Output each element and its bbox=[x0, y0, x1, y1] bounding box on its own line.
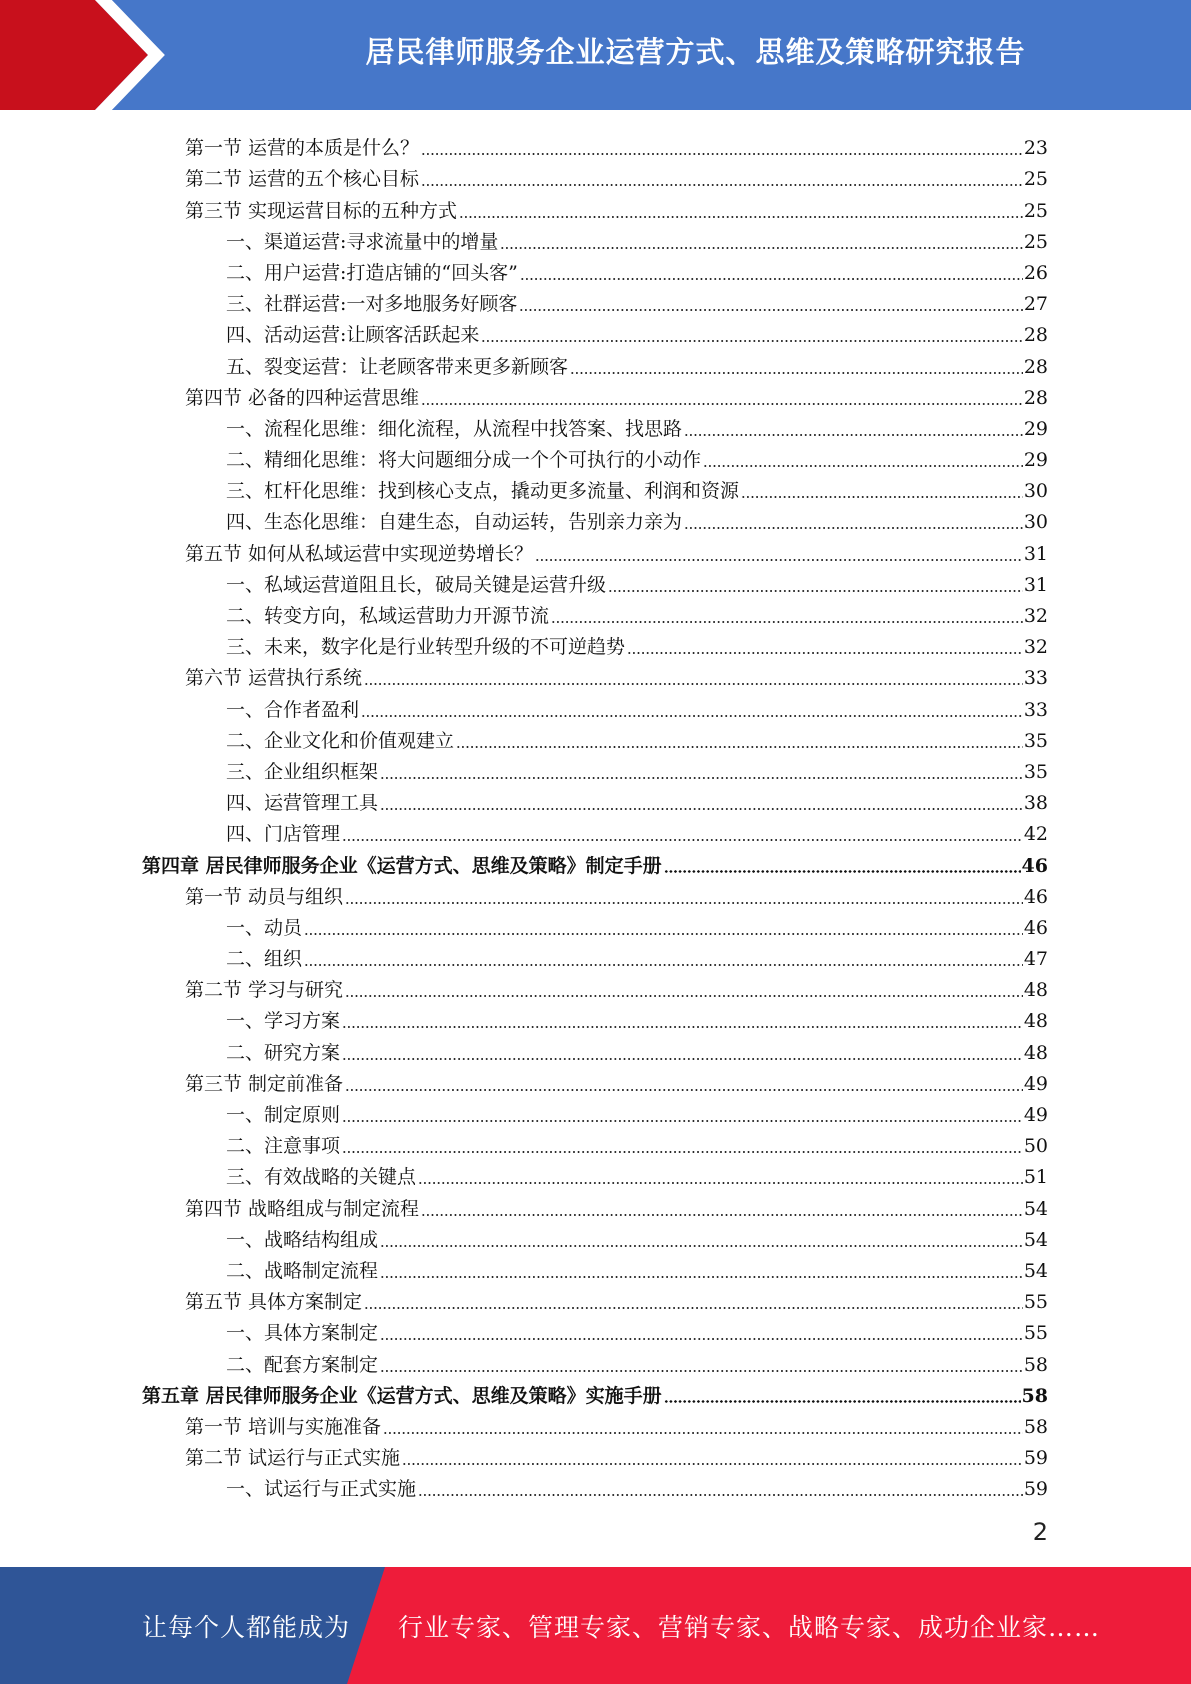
toc-entry-label: 二、用户运营:打造店铺的“回头客” bbox=[226, 261, 518, 284]
toc-section-entry[interactable] bbox=[0, 1282, 1191, 1313]
toc-entry-page: 31 bbox=[1023, 542, 1048, 565]
toc-entry-page: 46 bbox=[1023, 916, 1048, 939]
toc-entry-label: 二、配套方案制定 bbox=[226, 1353, 379, 1376]
toc-dot-leader bbox=[418, 1182, 1023, 1184]
toc-dot-leader bbox=[684, 434, 1023, 436]
toc-entry-label: 第二节 运营的五个核心目标 bbox=[185, 168, 420, 191]
toc-entry-page: 29 bbox=[1023, 449, 1048, 472]
toc-dot-leader bbox=[342, 1120, 1023, 1122]
toc-entry-label: 二、组织 bbox=[226, 948, 303, 971]
toc-dot-leader bbox=[421, 184, 1023, 186]
toc-section-entry[interactable] bbox=[0, 1188, 1191, 1219]
toc-dot-leader bbox=[459, 216, 1023, 218]
toc-subsection-entry[interactable] bbox=[0, 222, 1191, 253]
report-title: 居民律师服务企业运营方式、思维及策略研究报告 bbox=[365, 34, 1026, 69]
toc-chapter-entry[interactable] bbox=[0, 1376, 1191, 1407]
toc-subsection-entry[interactable] bbox=[0, 783, 1191, 814]
toc-entry-page: 25 bbox=[1023, 230, 1048, 253]
toc-section-entry[interactable] bbox=[0, 190, 1191, 221]
toc-dot-leader bbox=[741, 496, 1023, 498]
toc-dot-leader bbox=[342, 839, 1023, 841]
page-number: 2 bbox=[1032, 1518, 1048, 1546]
toc-section-entry[interactable] bbox=[0, 658, 1191, 689]
toc-entry-label: 第五章 居民律师服务企业《运营方式、思维及策略》实施手册 bbox=[142, 1384, 662, 1407]
toc-subsection-entry[interactable] bbox=[0, 752, 1191, 783]
toc-entry-page: 46 bbox=[1023, 885, 1048, 908]
toc-section-entry[interactable] bbox=[0, 1064, 1191, 1095]
toc-section-entry[interactable] bbox=[0, 128, 1191, 159]
toc-entry-label: 二、精细化思维：将大问题细分成一个个可执行的小动作 bbox=[226, 449, 702, 472]
toc-entry-label: 第一节 培训与实施准备 bbox=[185, 1415, 382, 1438]
toc-subsection-entry[interactable] bbox=[0, 1251, 1191, 1282]
toc-entry-page: 50 bbox=[1023, 1135, 1048, 1158]
table-of-contents bbox=[0, 128, 1191, 1500]
toc-section-entry[interactable] bbox=[0, 159, 1191, 190]
toc-subsection-entry[interactable] bbox=[0, 939, 1191, 970]
toc-subsection-entry[interactable] bbox=[0, 409, 1191, 440]
toc-entry-page: 29 bbox=[1023, 417, 1048, 440]
footer-slogan-left: 让每个人都能成为 bbox=[142, 1612, 351, 1642]
toc-entry-page: 33 bbox=[1023, 667, 1048, 690]
toc-dot-leader bbox=[380, 777, 1023, 779]
toc-entry-label: 二、企业文化和价值观建立 bbox=[226, 729, 455, 752]
toc-section-entry[interactable] bbox=[0, 378, 1191, 409]
toc-entry-page: 48 bbox=[1023, 979, 1048, 1002]
toc-section-entry[interactable] bbox=[0, 533, 1191, 564]
toc-dot-leader bbox=[380, 1370, 1023, 1372]
toc-subsection-entry[interactable] bbox=[0, 502, 1191, 533]
toc-subsection-entry[interactable] bbox=[0, 471, 1191, 502]
toc-entry-label: 三、未来，数字化是行业转型升级的不可逆趋势 bbox=[226, 636, 626, 659]
toc-subsection-entry[interactable] bbox=[0, 689, 1191, 720]
toc-subsection-entry[interactable] bbox=[0, 1157, 1191, 1188]
toc-dot-leader bbox=[519, 309, 1022, 311]
toc-dot-leader bbox=[500, 247, 1022, 249]
toc-subsection-entry[interactable] bbox=[0, 1344, 1191, 1375]
toc-section-entry[interactable] bbox=[0, 1407, 1191, 1438]
toc-subsection-entry[interactable] bbox=[0, 596, 1191, 627]
toc-entry-page: 48 bbox=[1023, 1010, 1048, 1033]
toc-entry-label: 一、合作者盈利 bbox=[226, 698, 360, 721]
toc-section-entry[interactable] bbox=[0, 877, 1191, 908]
toc-subsection-entry[interactable] bbox=[0, 627, 1191, 658]
toc-dot-leader bbox=[380, 1338, 1023, 1340]
toc-dot-leader bbox=[402, 1463, 1023, 1465]
toc-dot-leader bbox=[421, 153, 1023, 155]
toc-subsection-entry[interactable] bbox=[0, 284, 1191, 315]
toc-entry-label: 第一节 运营的本质是什么？ bbox=[185, 137, 420, 160]
toc-dot-leader bbox=[664, 1400, 1021, 1403]
toc-dot-leader bbox=[703, 465, 1023, 467]
toc-entry-page: 26 bbox=[1023, 261, 1048, 284]
toc-dot-leader bbox=[304, 964, 1023, 966]
toc-entry-label: 一、学习方案 bbox=[226, 1010, 341, 1033]
toc-entry-label: 四、运营管理工具 bbox=[226, 792, 379, 815]
toc-dot-leader bbox=[342, 1151, 1023, 1153]
toc-dot-leader bbox=[421, 1214, 1023, 1216]
toc-entry-page: 55 bbox=[1023, 1291, 1048, 1314]
toc-entry-page: 28 bbox=[1023, 324, 1048, 347]
toc-entry-page: 59 bbox=[1023, 1447, 1048, 1470]
toc-entry-page: 35 bbox=[1023, 760, 1048, 783]
toc-dot-leader bbox=[364, 683, 1023, 685]
toc-dot-leader bbox=[380, 1276, 1023, 1278]
toc-dot-leader bbox=[380, 1245, 1023, 1247]
footer-slogan-right: 行业专家、管理专家、营销专家、战略专家、成功企业家…… bbox=[398, 1612, 1101, 1642]
toc-dot-leader bbox=[535, 559, 1023, 561]
toc-subsection-entry[interactable] bbox=[0, 1032, 1191, 1063]
page-header bbox=[0, 0, 1191, 110]
toc-entry-label: 第四节 必备的四种运营思维 bbox=[185, 386, 420, 409]
toc-entry-page: 32 bbox=[1023, 605, 1048, 627]
toc-entry-page: 30 bbox=[1023, 480, 1048, 503]
toc-subsection-entry[interactable] bbox=[0, 1095, 1191, 1126]
toc-entry-label: 三、杠杆化思维：找到核心支点，撬动更多流量、利润和资源 bbox=[226, 480, 740, 503]
toc-entry-label: 三、企业组织框架 bbox=[226, 760, 379, 783]
toc-dot-leader bbox=[345, 1089, 1023, 1091]
toc-subsection-entry[interactable] bbox=[0, 721, 1191, 752]
toc-entry-page: 54 bbox=[1023, 1228, 1048, 1251]
toc-subsection-entry[interactable] bbox=[0, 1220, 1191, 1251]
toc-entry-page: 47 bbox=[1023, 948, 1048, 971]
toc-entry-label: 五、裂变运营：让老顾客带来更多新顾客 bbox=[226, 355, 569, 378]
toc-dot-leader bbox=[304, 933, 1023, 935]
toc-entry-page: 58 bbox=[1023, 1353, 1048, 1376]
toc-entry-page: 46 bbox=[1021, 854, 1048, 877]
toc-dot-leader bbox=[627, 652, 1023, 654]
toc-entry-page: 42 bbox=[1023, 823, 1048, 846]
toc-entry-page: 38 bbox=[1023, 792, 1048, 815]
toc-subsection-entry[interactable] bbox=[0, 1313, 1191, 1344]
toc-entry-page: 58 bbox=[1021, 1384, 1048, 1407]
toc-entry-label: 第三节 实现运营目标的五种方式 bbox=[185, 199, 458, 222]
toc-dot-leader bbox=[345, 902, 1023, 904]
toc-entry-label: 一、私域运营道阻且长，破局关键是运营升级 bbox=[226, 573, 607, 596]
toc-entry-label: 第二节 试运行与正式实施 bbox=[185, 1447, 401, 1470]
toc-entry-page: 55 bbox=[1023, 1322, 1048, 1345]
toc-dot-leader bbox=[383, 1432, 1023, 1434]
toc-subsection-entry[interactable] bbox=[0, 440, 1191, 471]
toc-entry-label: 一、动员 bbox=[226, 916, 303, 939]
toc-dot-leader bbox=[570, 372, 1023, 374]
toc-section-entry[interactable] bbox=[0, 1438, 1191, 1469]
toc-chapter-entry[interactable] bbox=[0, 845, 1191, 876]
toc-entry-label: 第五节 具体方案制定 bbox=[185, 1291, 363, 1314]
toc-dot-leader bbox=[608, 590, 1023, 592]
toc-subsection-entry[interactable] bbox=[0, 315, 1191, 346]
toc-dot-leader bbox=[520, 278, 1023, 280]
toc-entry-page: 31 bbox=[1023, 573, 1048, 596]
toc-entry-label: 一、具体方案制定 bbox=[226, 1322, 379, 1345]
toc-dot-leader bbox=[361, 715, 1023, 717]
toc-entry-label: 二、转变方向，私域运营助力开源节流 bbox=[226, 605, 550, 627]
toc-dot-leader bbox=[481, 340, 1022, 342]
toc-entry-label: 四、门店管理 bbox=[226, 823, 341, 846]
page-footer bbox=[0, 1567, 1191, 1684]
toc-entry-page: 54 bbox=[1023, 1197, 1048, 1220]
toc-entry-label: 第三节 制定前准备 bbox=[185, 1072, 344, 1095]
toc-entry-label: 二、研究方案 bbox=[226, 1041, 341, 1064]
toc-entry-label: 一、制定原则 bbox=[226, 1104, 341, 1126]
toc-subsection-entry[interactable] bbox=[0, 814, 1191, 845]
toc-entry-page: 48 bbox=[1023, 1041, 1048, 1064]
toc-dot-leader bbox=[664, 870, 1021, 873]
toc-entry-page: 23 bbox=[1023, 137, 1048, 160]
toc-entry-page: 51 bbox=[1023, 1166, 1048, 1189]
toc-entry-label: 三、有效战略的关键点 bbox=[226, 1166, 417, 1189]
toc-entry-label: 第四节 战略组成与制定流程 bbox=[185, 1197, 420, 1220]
toc-entry-page: 30 bbox=[1023, 511, 1048, 534]
toc-dot-leader bbox=[380, 808, 1023, 810]
toc-entry-label: 第四章 居民律师服务企业《运营方式、思维及策略》制定手册 bbox=[142, 854, 662, 877]
toc-dot-leader bbox=[342, 1026, 1023, 1028]
toc-subsection-entry[interactable] bbox=[0, 346, 1191, 377]
toc-subsection-entry[interactable] bbox=[0, 253, 1191, 284]
toc-entry-page: 58 bbox=[1023, 1415, 1048, 1438]
toc-dot-leader bbox=[345, 995, 1023, 997]
toc-subsection-entry[interactable] bbox=[0, 908, 1191, 939]
toc-entry-label: 第二节 学习与研究 bbox=[185, 979, 344, 1002]
toc-entry-label: 四、活动运营:让顾客活跃起来 bbox=[226, 324, 480, 347]
toc-entry-page: 28 bbox=[1023, 355, 1048, 378]
toc-dot-leader bbox=[418, 1494, 1023, 1496]
toc-entry-page: 25 bbox=[1023, 199, 1048, 222]
toc-subsection-entry[interactable] bbox=[0, 1126, 1191, 1157]
toc-entry-page: 27 bbox=[1023, 293, 1048, 316]
toc-entry-label: 二、注意事项 bbox=[226, 1135, 341, 1158]
toc-dot-leader bbox=[684, 527, 1023, 529]
toc-dot-leader bbox=[364, 1307, 1023, 1309]
toc-dot-leader bbox=[456, 746, 1023, 748]
toc-entry-label: 一、流程化思维：细化流程，从流程中找答案、找思路 bbox=[226, 417, 683, 440]
toc-entry-page: 49 bbox=[1023, 1072, 1048, 1095]
toc-subsection-entry[interactable] bbox=[0, 1001, 1191, 1032]
toc-entry-label: 四、生态化思维：自建生态，自动运转，告别亲力亲为 bbox=[226, 511, 683, 534]
toc-subsection-entry[interactable] bbox=[0, 565, 1191, 596]
toc-entry-label: 三、社群运营:一对多地服务好顾客 bbox=[226, 293, 518, 316]
toc-entry-page: 33 bbox=[1023, 698, 1048, 721]
toc-entry-page: 59 bbox=[1023, 1478, 1048, 1501]
toc-dot-leader bbox=[551, 621, 1023, 623]
toc-entry-label: 一、战略结构组成 bbox=[226, 1228, 379, 1251]
toc-entry-label: 第六节 运营执行系统 bbox=[185, 667, 363, 690]
toc-entry-page: 49 bbox=[1023, 1104, 1048, 1126]
toc-entry-label: 一、渠道运营:寻求流量中的增量 bbox=[226, 230, 499, 253]
toc-subsection-entry[interactable] bbox=[0, 1469, 1191, 1500]
toc-dot-leader bbox=[342, 1058, 1023, 1060]
toc-section-entry[interactable] bbox=[0, 970, 1191, 1001]
toc-entry-page: 25 bbox=[1023, 168, 1048, 191]
toc-entry-label: 二、战略制定流程 bbox=[226, 1259, 379, 1282]
toc-entry-label: 第五节 如何从私域运营中实现逆势增长？ bbox=[185, 542, 534, 565]
toc-entry-page: 32 bbox=[1023, 636, 1048, 659]
toc-entry-label: 一、试运行与正式实施 bbox=[226, 1478, 417, 1501]
toc-dot-leader bbox=[421, 403, 1023, 405]
toc-entry-page: 28 bbox=[1023, 386, 1048, 409]
toc-entry-page: 54 bbox=[1023, 1259, 1048, 1282]
toc-entry-label: 第一节 动员与组织 bbox=[185, 885, 344, 908]
toc-entry-page: 35 bbox=[1023, 729, 1048, 752]
